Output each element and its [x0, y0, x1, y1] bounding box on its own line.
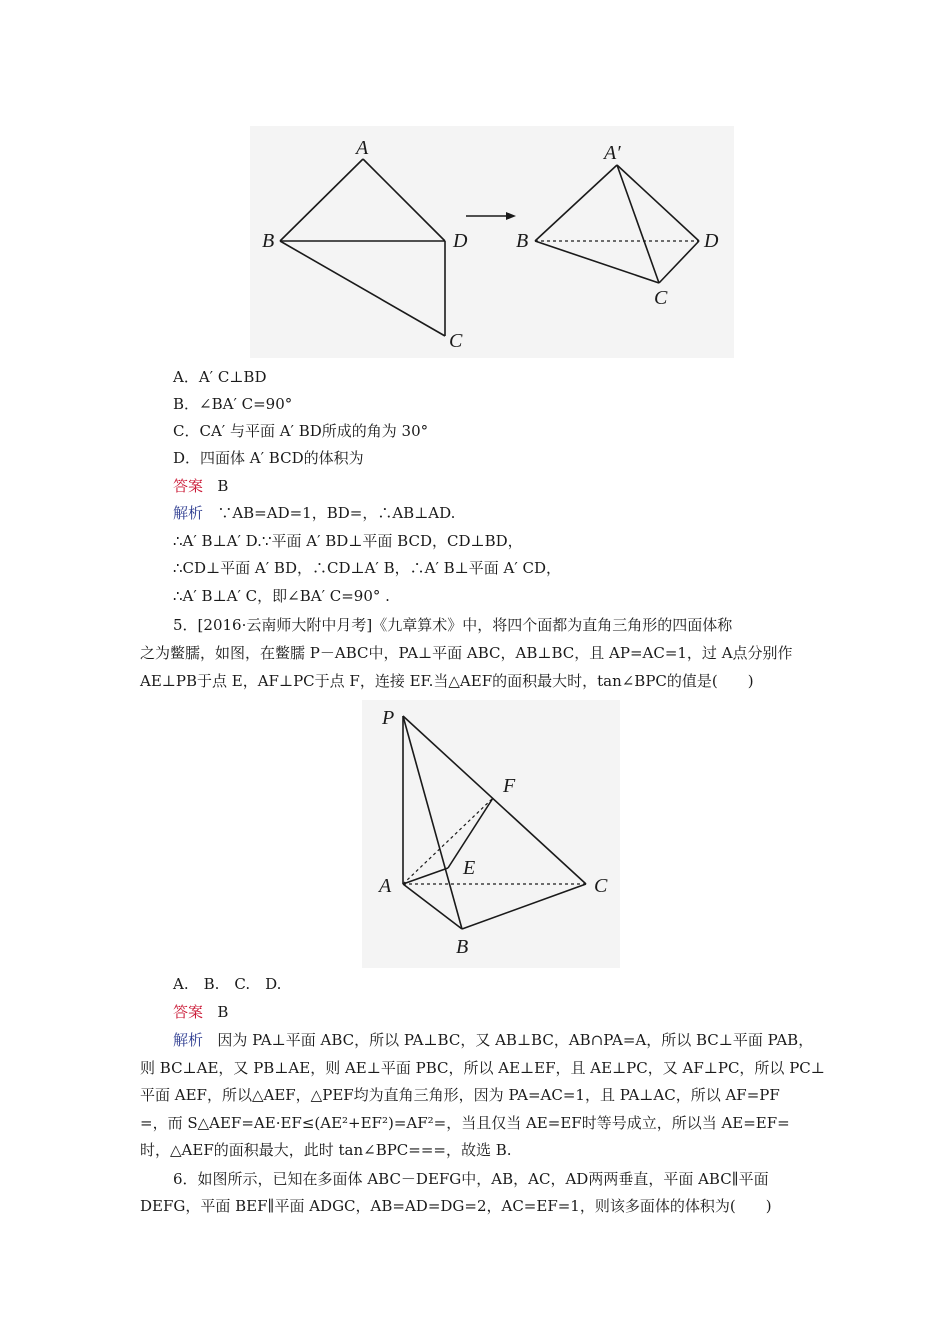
label-A-prime: A′ — [604, 142, 621, 164]
edge-AD — [363, 159, 445, 241]
edge-ApD — [617, 165, 699, 241]
edge-DC2 — [659, 241, 699, 283]
q4-analysis-label: 解析 — [173, 504, 204, 522]
label-F: F — [503, 775, 516, 797]
edge-AF-hidden — [403, 798, 493, 884]
q4-answer-label: 答案 — [173, 477, 204, 495]
q5-answer-value: B — [217, 1003, 229, 1021]
label-B: B — [262, 230, 275, 252]
label-B2: B — [516, 230, 529, 252]
fold-figure — [250, 126, 734, 358]
edge-AB — [280, 159, 363, 241]
q5-stem-3: AE⊥PB于点 E，AF⊥PC于点 F，连接 EF.当△AEF的面积最大时，tan∠BPC的值是( ) — [140, 672, 754, 690]
q5-analysis-label: 解析 — [173, 1031, 204, 1049]
label-C: C — [449, 330, 463, 352]
edge-PB — [403, 716, 462, 929]
q5-analysis-3: 平面 AEF，所以△AEF，△PEF均为直角三角形，因为 PA=AC=1，且 PA⊥AC，所以 AF=PF — [140, 1086, 780, 1104]
edge-BC2 — [535, 241, 659, 283]
q4-answer-value: B — [217, 477, 229, 495]
label-C5: C — [594, 875, 608, 897]
q5-analysis-5: 时，△AEF的面积最大，此时 tan∠BPC===，故选 B. — [140, 1141, 512, 1159]
q4-analysis-3: ∴CD⊥平面 A′ BD，∴CD⊥A′ B，∴A′ B⊥平面 A′ CD， — [173, 559, 562, 577]
edge-ApB — [535, 165, 617, 241]
q5-analysis-2: 则 BC⊥AE，又 PB⊥AE，则 AE⊥平面 PBC，所以 AE⊥EF，且 AE⊥PC，又 AF⊥PC，所以 PC⊥ — [140, 1059, 825, 1077]
tetrahedron-figure — [362, 700, 620, 968]
edge-AE — [403, 868, 448, 884]
q4-option-b: B．∠BA′ C=90° — [173, 395, 293, 413]
fold-figure-svg — [250, 126, 734, 358]
q5-stem-1: 5．[2016·云南师大附中月考]《九章算术》中，将四个面都为直角三角形的四面体称 — [173, 616, 733, 634]
q4-analysis-1 — [173, 503, 455, 523]
q6-stem-1: 6．如图所示，已知在多面体 ABC－DEFG中，AB，AC，AD两两垂直，平面 ABC∥平面 — [173, 1170, 769, 1188]
label-D: D — [453, 230, 468, 252]
edge-PC — [403, 716, 586, 884]
label-B5: B — [456, 936, 469, 958]
edge-ApC — [617, 165, 659, 283]
q4-analysis-2: ∴A′ B⊥A′ D.∵平面 A′ BD⊥平面 BCD，CD⊥BD， — [173, 532, 523, 550]
label-P: P — [382, 707, 395, 729]
q6-stem-2: DEFG，平面 BEF∥平面 ADGC，AB=AD=DG=2，AC=EF=1，则该多面体的体积为( ) — [140, 1197, 772, 1215]
q4-analysis-4: ∴A′ B⊥A′ C，即∠BA′ C=90° . — [173, 587, 390, 605]
q4-answer — [173, 476, 228, 496]
q5-stem-2: 之为鳖臑，如图，在鳖臑 P－ABC中，PA⊥平面 ABC，AB⊥BC，且 AP=AC=1，过 A点分别作 — [140, 644, 793, 662]
q4-option-c: C．CA′ 与平面 A′ BD所成的角为 30° — [173, 422, 429, 440]
q5-analysis-1 — [173, 1030, 813, 1050]
edge-BC — [280, 241, 445, 336]
tetrahedron-figure-svg — [362, 700, 620, 968]
edge-BC — [462, 884, 586, 929]
q4-option-a: A．A′ C⊥BD — [173, 368, 267, 386]
label-D2: D — [704, 230, 719, 252]
q5-analysis-text-1: 因为 PA⊥平面 ABC，所以 PA⊥BC，又 AB⊥BC，AB∩PA=A，所以 BC⊥平面 PAB， — [217, 1031, 814, 1049]
q4-option-d: D．四面体 A′ BCD的体积为 — [173, 449, 364, 467]
label-E: E — [463, 857, 476, 879]
edge-AB — [403, 884, 462, 929]
q5-answer — [173, 1002, 228, 1022]
label-C2: C — [654, 287, 668, 309]
label-A5: A — [379, 875, 392, 897]
arrow-head — [506, 212, 516, 220]
q4-analysis-text-1: ∵AB=AD=1，BD=，∴AB⊥AD. — [217, 504, 456, 522]
q5-options: A. B. C. D. — [173, 975, 282, 993]
q5-answer-label: 答案 — [173, 1003, 204, 1021]
label-A: A — [356, 137, 369, 159]
q5-analysis-4: =，而 S△AEF=AE·EF≤(AE²+EF²)=AF²=，当且仅当 AE=EF时等号成立，所以当 AE=EF= — [140, 1114, 790, 1132]
